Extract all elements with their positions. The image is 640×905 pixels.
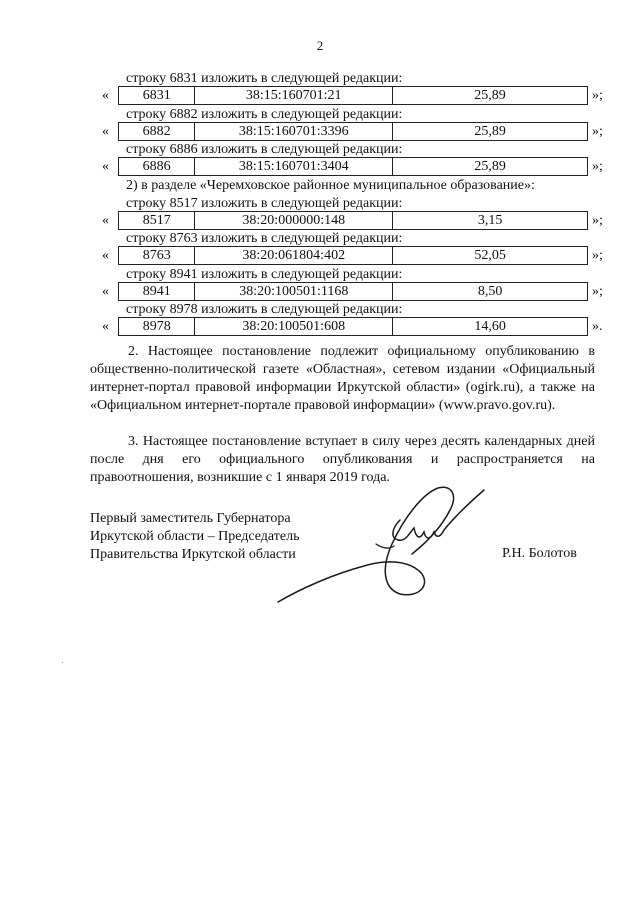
amendment-intro: строку 6882 изложить в следующей редакции:	[126, 107, 403, 122]
value-cell: 25,89	[393, 87, 588, 105]
cadastral-number-cell: 38:15:160701:21	[195, 87, 393, 105]
row-number-cell: 8517	[119, 212, 195, 230]
quote-open: «	[102, 248, 109, 263]
amendment-table	[118, 86, 588, 105]
quote-close: »;	[592, 284, 603, 299]
handwritten-signature	[272, 482, 488, 606]
quote-open: «	[102, 319, 109, 334]
quote-close: ».	[592, 319, 603, 334]
amendment-intro: строку 8763 изложить в следующей редакции:	[126, 231, 403, 246]
effective-date-paragraph	[90, 433, 595, 487]
signatory-title-line: Иркутской области – Председатель	[90, 529, 300, 544]
amendment-intro: строку 6831 изложить в следующей редакции:	[126, 71, 403, 86]
amendment-intro: строку 8517 изложить в следующей редакции:	[126, 196, 403, 211]
quote-open: «	[102, 284, 109, 299]
row-number-cell: 8763	[119, 247, 195, 265]
publication-paragraph	[90, 343, 595, 415]
quote-open: «	[102, 88, 109, 103]
amendment-table	[118, 317, 588, 336]
quote-close: »;	[592, 213, 603, 228]
section-heading: 2) в разделе «Черемховское районное муниципальное образование»:	[126, 178, 535, 193]
row-number-cell: 8978	[119, 318, 195, 336]
quote-close: »;	[592, 159, 603, 174]
quote-open: «	[102, 124, 109, 139]
cadastral-number-cell: 38:15:160701:3404	[195, 158, 393, 176]
quote-close: »;	[592, 124, 603, 139]
cadastral-number-cell: 38:20:061804:402	[195, 247, 393, 265]
amendment-table	[118, 122, 588, 141]
amendment-intro: строку 6886 изложить в следующей редакции:	[126, 142, 403, 157]
cadastral-number-cell: 38:15:160701:3396	[195, 123, 393, 141]
page-number: 2	[316, 38, 324, 53]
signatory-title-line: Первый заместитель Губернатора	[90, 511, 291, 526]
row-number-cell: 6886	[119, 158, 195, 176]
value-cell: 25,89	[393, 123, 588, 141]
amendment-intro: строку 8941 изложить в следующей редакции:	[126, 267, 403, 282]
value-cell: 3,15	[393, 212, 588, 230]
value-cell: 8,50	[393, 283, 588, 301]
value-cell: 14,60	[393, 318, 588, 336]
signatory-name: Р.Н. Болотов	[502, 546, 577, 561]
value-cell: 25,89	[393, 158, 588, 176]
cadastral-number-cell: 38:20:100501:1168	[195, 283, 393, 301]
paragraph-text: 3. Настоящее постановление вступает в силу через десять календарных дней после дня его официального опубликования и распространяется на правоотношения, возникшие с 1 января 2019 года.	[90, 434, 595, 485]
row-number-cell: 6882	[119, 123, 195, 141]
row-number-cell: 6831	[119, 87, 195, 105]
cadastral-number-cell: 38:20:100501:608	[195, 318, 393, 336]
signatory-title	[90, 510, 299, 564]
amendment-table	[118, 282, 588, 301]
cadastral-number-cell: 38:20:000000:148	[195, 212, 393, 230]
row-number-cell: 8941	[119, 283, 195, 301]
amendment-table	[118, 157, 588, 176]
scan-speck	[62, 662, 63, 663]
quote-close: »;	[592, 248, 603, 263]
quote-close: »;	[592, 88, 603, 103]
signatory-title-line: Правительства Иркутской области	[90, 547, 296, 562]
value-cell: 52,05	[393, 247, 588, 265]
amendment-table	[118, 211, 588, 230]
paragraph-text: 2. Настоящее постановление подлежит официальному опубликованию в общественно-политической газете «Областная», сетевом издании «Официальный интернет-портал правовой информации Иркутской области» (ogirk.ru), а также на «Официальном интернет-портале правовой информации» (www.pravo.gov.ru).	[90, 344, 595, 413]
amendment-table	[118, 246, 588, 265]
quote-open: «	[102, 213, 109, 228]
amendment-intro: строку 8978 изложить в следующей редакции:	[126, 302, 403, 317]
quote-open: «	[102, 159, 109, 174]
